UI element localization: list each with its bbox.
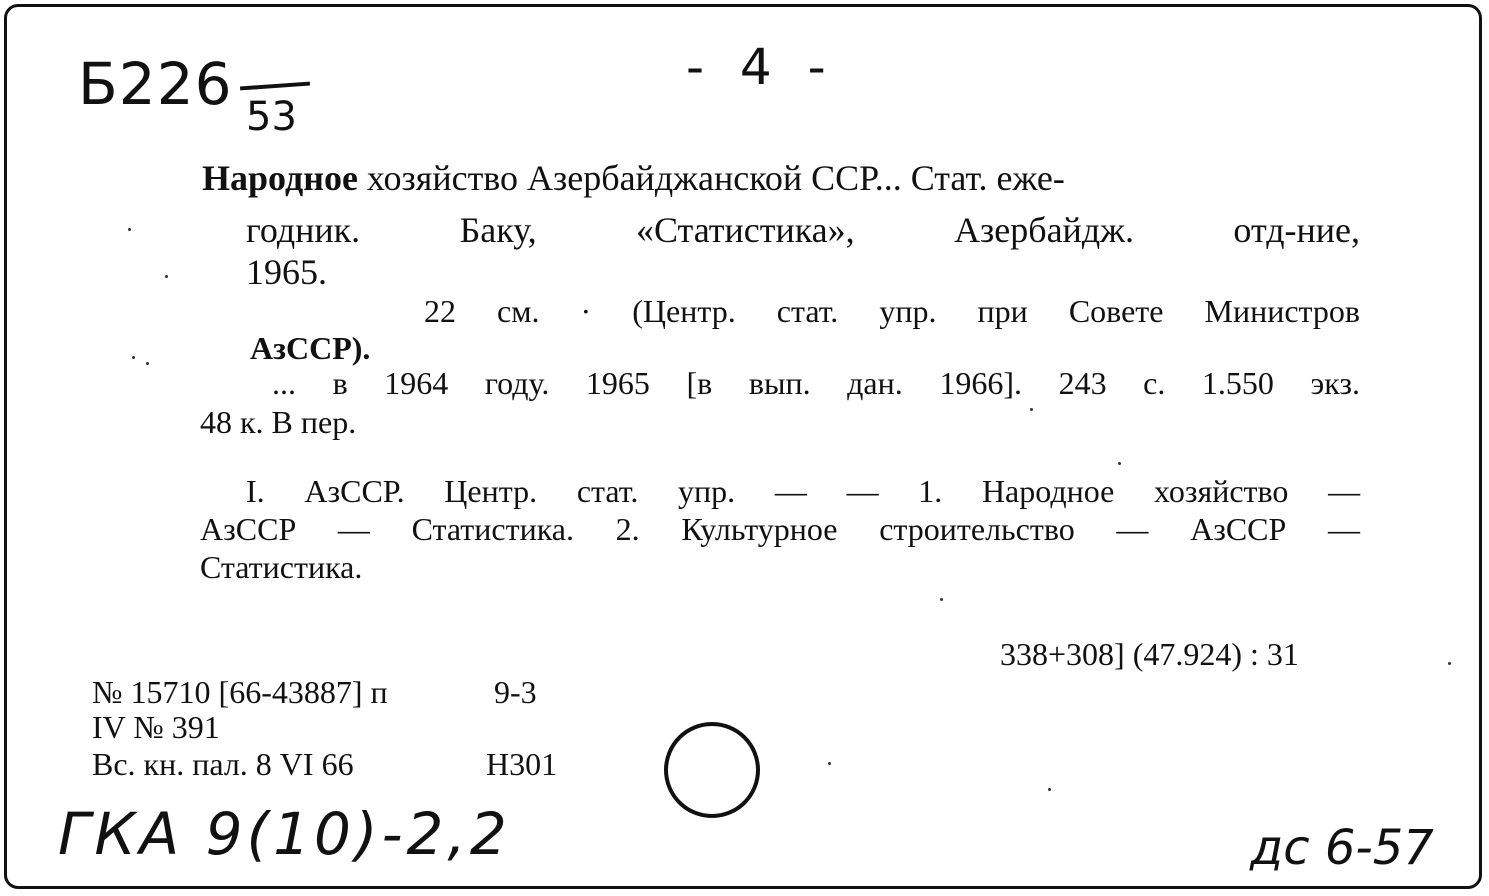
subject-part: I. АзССР. xyxy=(246,473,405,509)
subject-part: строительство — АзССР — xyxy=(879,511,1361,547)
scan-speck xyxy=(1118,462,1121,465)
scan-speck xyxy=(1030,408,1033,411)
imprint-chamber: Вс. кн. пал. 8 VI 66 xyxy=(92,746,354,782)
entry-imprint-line xyxy=(246,212,1360,248)
imprint-number-right: 9-3 xyxy=(494,674,537,710)
entry-series-part: Министров xyxy=(1204,293,1361,329)
entry-series-part: Совете xyxy=(1068,293,1164,329)
subject-part: 2. xyxy=(615,511,640,547)
entry-issue-part: ... в 1964 году. xyxy=(272,365,550,401)
corner-mark: дс 6-57 xyxy=(1250,820,1434,876)
entry-line2-part: отд-ние, xyxy=(1233,210,1361,250)
shelf-mark-number: Б226 xyxy=(78,50,233,118)
scan-speck xyxy=(1048,788,1051,791)
entry-issue-line xyxy=(272,367,1360,399)
entry-series-part: 22 см. xyxy=(424,293,540,329)
entry-title-lead: Народное xyxy=(202,158,358,198)
entry-issue-part: 243 с. 1.550 экз. xyxy=(1058,365,1360,401)
page-mark: - 4 - xyxy=(686,38,836,96)
subject-part: АзССР — Статистика. xyxy=(200,511,574,547)
entry-line2-part: годник. xyxy=(246,210,361,250)
subject-part: Центр. xyxy=(444,473,538,509)
entry-line2-part: Баку, «Статистика», xyxy=(459,210,855,250)
bottom-code: ГКА 9(10)-2,2 xyxy=(58,800,511,868)
entry-series-part: · xyxy=(580,293,592,329)
entry-title-rest: хозяйство Азербайджанской ССР... Стат. еже- xyxy=(366,158,1065,198)
scan-speck xyxy=(940,598,943,601)
entry-title-line xyxy=(202,160,1360,196)
scan-speck xyxy=(1448,662,1451,665)
subject-part: Культурное xyxy=(681,511,838,547)
scan-speck xyxy=(165,275,168,278)
punch-hole xyxy=(664,722,760,818)
subject-part: — — 1. Народное xyxy=(774,473,1115,509)
entry-year: 1965. xyxy=(246,252,327,292)
subject-part: стат. упр. xyxy=(576,473,736,509)
imprint-number: № 15710 [66-43887] п xyxy=(92,674,388,710)
subjects-line-1 xyxy=(246,475,1360,507)
imprint-chamber-right: Н301 xyxy=(486,746,558,782)
subjects-line-3: Статистика. xyxy=(200,549,363,585)
subject-part: хозяйство xyxy=(1154,473,1289,509)
scan-speck xyxy=(146,362,149,365)
entry-series-line xyxy=(424,295,1360,327)
entry-issue-part: 1965 [в вып. дан. 1966]. xyxy=(585,365,1022,401)
entry-series-part: при xyxy=(977,293,1028,329)
scan-speck xyxy=(828,762,831,765)
classification-index: 338+308] (47.924) : 31 xyxy=(1000,636,1299,672)
imprint-edition: IV № 391 xyxy=(92,709,220,745)
entry-line2-part: Азербайдж. xyxy=(954,210,1135,250)
subjects-line-2 xyxy=(200,513,1360,545)
scan-speck xyxy=(132,356,135,359)
shelf-mark-sub: 53 xyxy=(246,94,297,140)
subject-part: — xyxy=(1328,473,1361,509)
entry-series-part: (Центр. стат. упр. xyxy=(632,293,937,329)
entry-price: 48 к. В пер. xyxy=(200,404,357,440)
scan-speck xyxy=(128,228,131,231)
entry-series-end: АзССР). xyxy=(250,330,371,366)
